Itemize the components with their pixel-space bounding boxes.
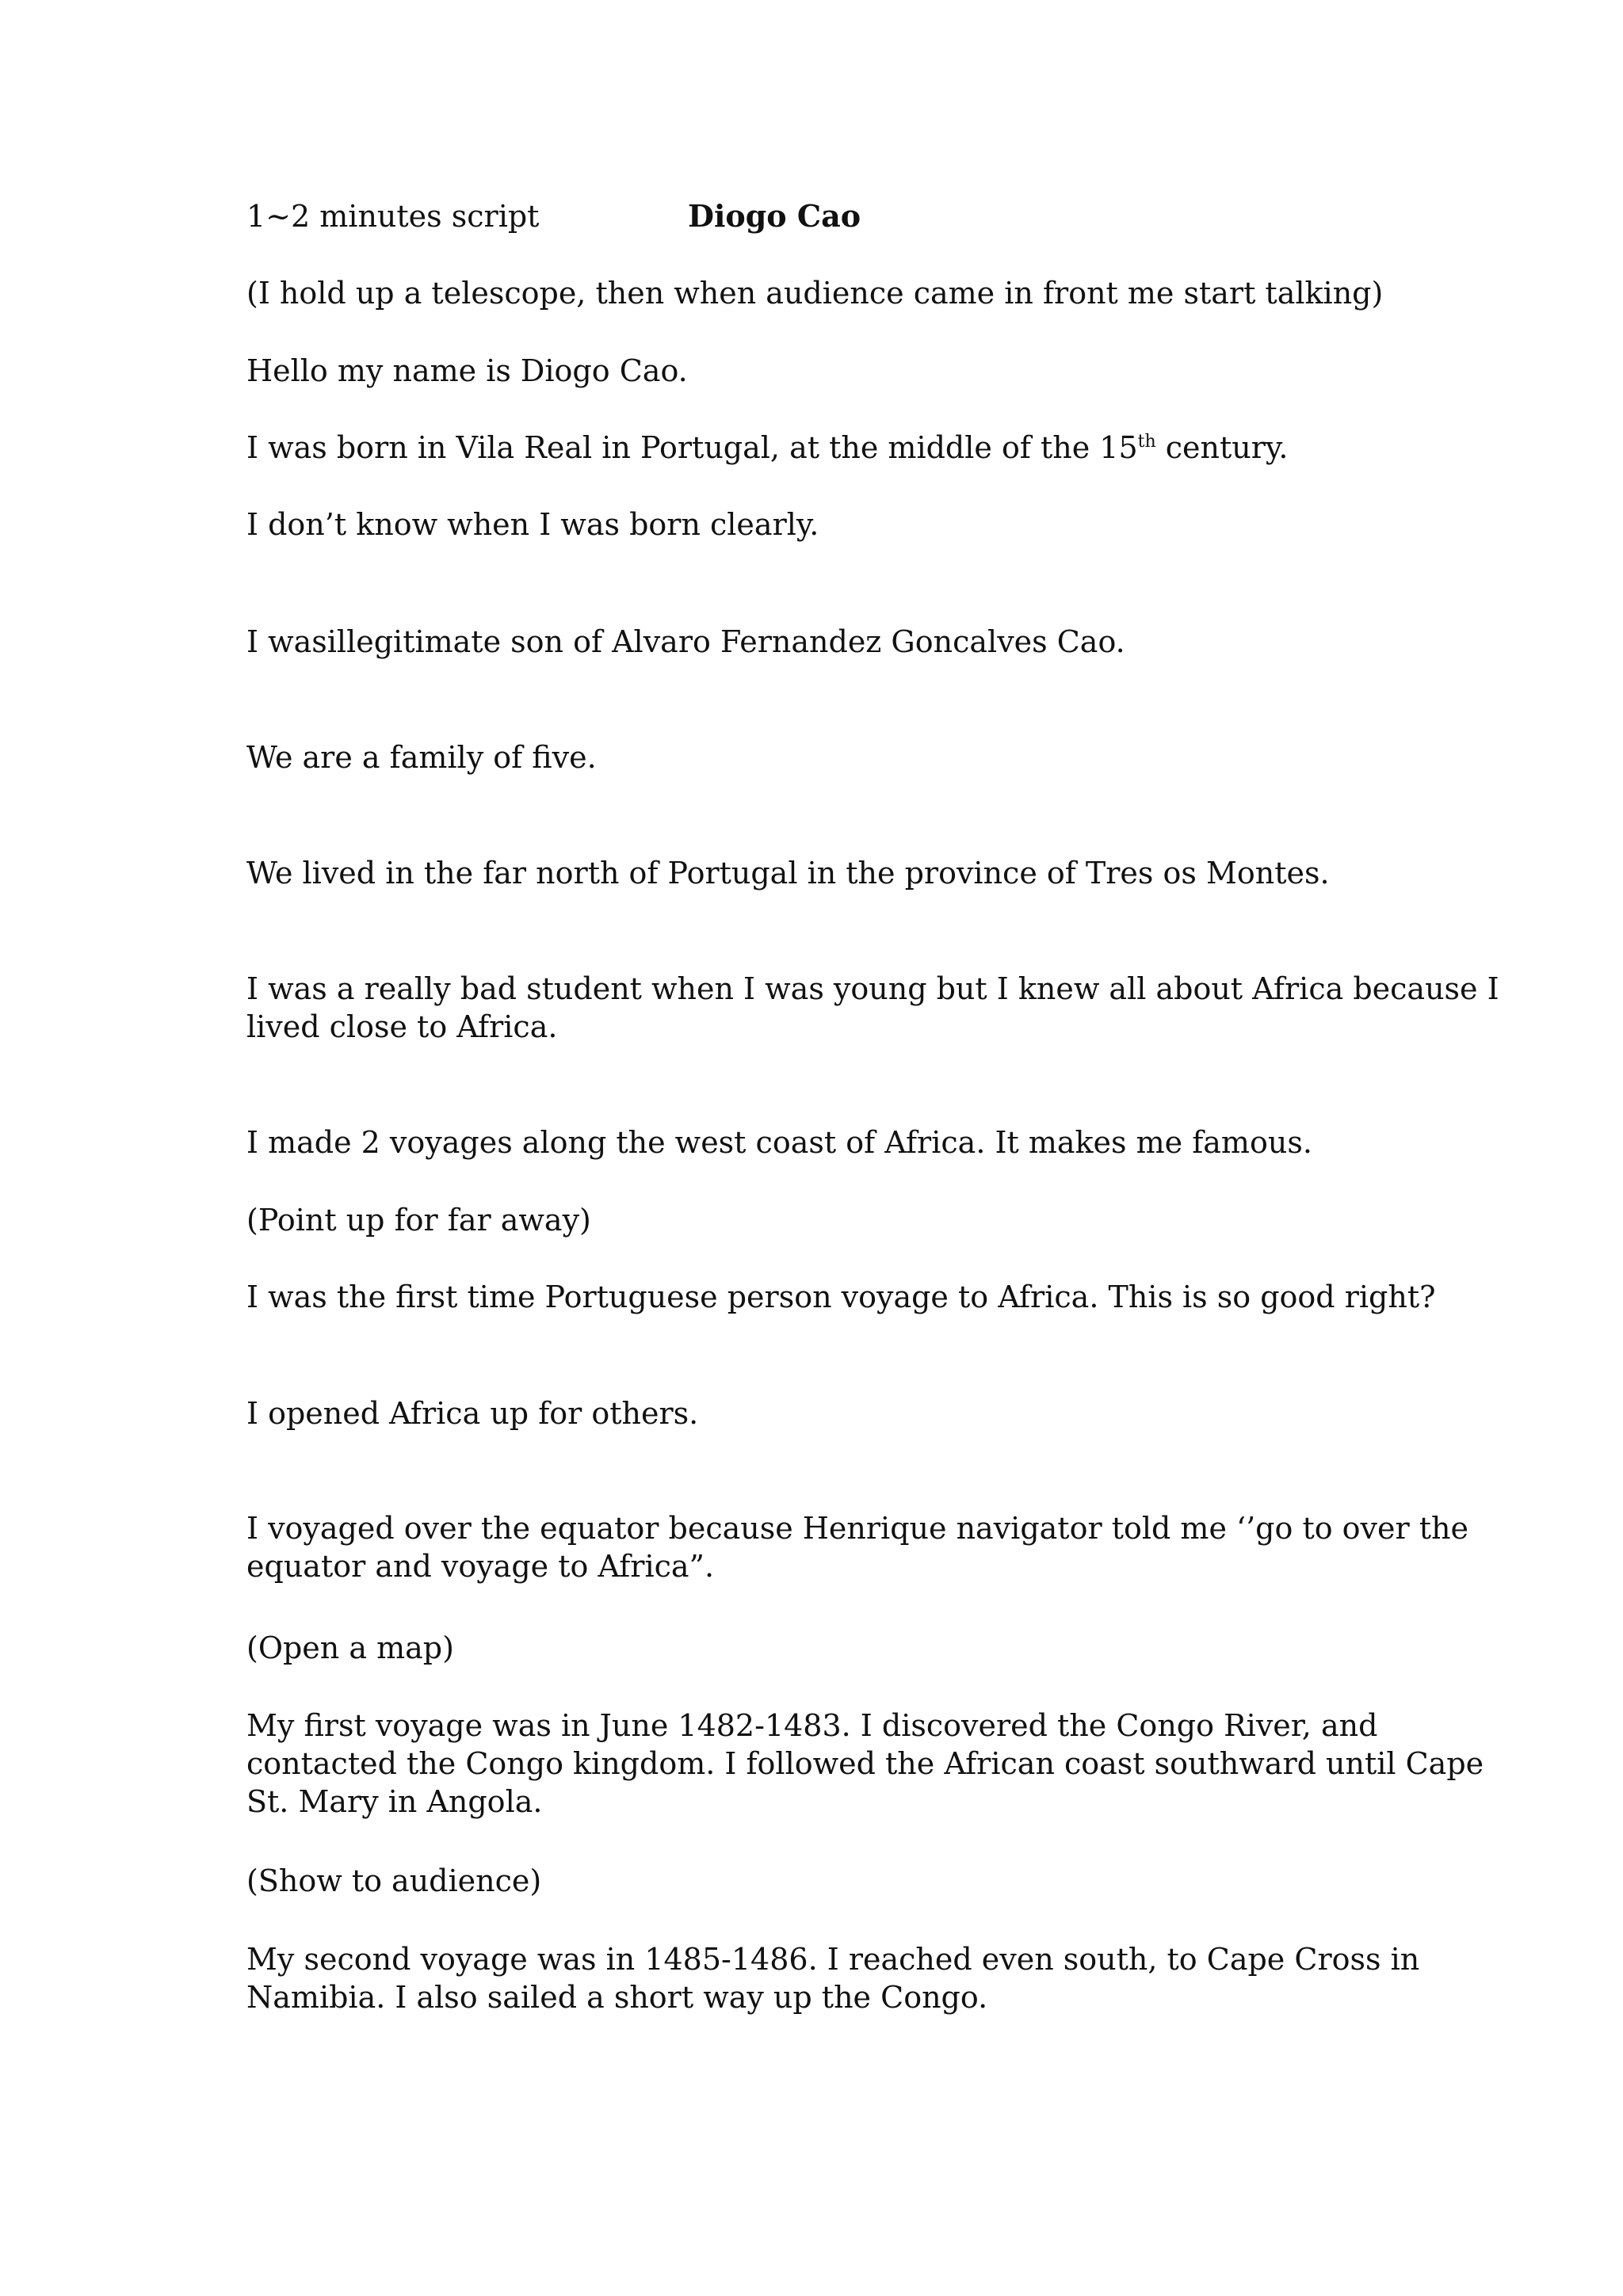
script-line-greeting: Hello my name is Diogo Cao. bbox=[246, 353, 688, 388]
script-length-label: 1~2 minutes script bbox=[246, 199, 540, 234]
script-line-home: We lived in the far north of Portugal in the province of Tres os Montes. bbox=[246, 856, 1330, 891]
script-line-first-voyage-1: My first voyage was in June 1482-1483. I discovered the Congo River, and bbox=[246, 1708, 1378, 1743]
character-name-title: Diogo Cao bbox=[688, 198, 861, 234]
script-line-birthdate: I don’t know when I was born clearly. bbox=[246, 507, 819, 542]
script-line-equator-1: I voyaged over the equator because Henrique navigator told me ‘’go to over the bbox=[246, 1511, 1468, 1546]
script-line-equator-2: equator and voyage to Africa”. bbox=[246, 1549, 715, 1584]
ordinal-suffix: th bbox=[1137, 432, 1156, 452]
birthplace-text-end: century. bbox=[1155, 430, 1289, 465]
script-line-parentage: I wasillegitimate son of Alvaro Fernandez Goncalves Cao. bbox=[246, 624, 1125, 659]
script-line-voyages: I made 2 voyages along the west coast of Africa. It makes me famous. bbox=[246, 1125, 1312, 1160]
script-line-birthplace bbox=[246, 429, 1388, 467]
script-line-second-voyage-2: Namibia. I also sailed a short way up the Congo. bbox=[246, 1980, 988, 2015]
stage-direction-show: (Show to audience) bbox=[246, 1863, 542, 1898]
script-line-second-voyage-1: My second voyage was in 1485-1486. I reached even south, to Cape Cross in bbox=[246, 1942, 1420, 1977]
script-line-first-voyage-2: contacted the Congo kingdom. I followed the African coast southward until Cape bbox=[246, 1746, 1484, 1781]
stage-direction-point: (Point up for far away) bbox=[246, 1203, 591, 1238]
script-line-family: We are a family of five. bbox=[246, 740, 597, 775]
script-line-student-1: I was a really bad student when I was young but I knew all about Africa because I bbox=[246, 971, 1499, 1006]
script-line-first-voyager: I was the first time Portuguese person voyage to Africa. This is so good right? bbox=[246, 1280, 1436, 1314]
stage-direction-telescope: (I hold up a telescope, then when audience came in front me start talking) bbox=[246, 276, 1384, 311]
script-line-first-voyage-3: St. Mary in Angola. bbox=[246, 1784, 543, 1819]
script-line-student-2: lived close to Africa. bbox=[246, 1009, 558, 1044]
script-line-opened-africa: I opened Africa up for others. bbox=[246, 1396, 699, 1431]
birthplace-text: I was born in Vila Real in Portugal, at the middle of the 15 bbox=[246, 430, 1138, 465]
stage-direction-map: (Open a map) bbox=[246, 1630, 454, 1665]
